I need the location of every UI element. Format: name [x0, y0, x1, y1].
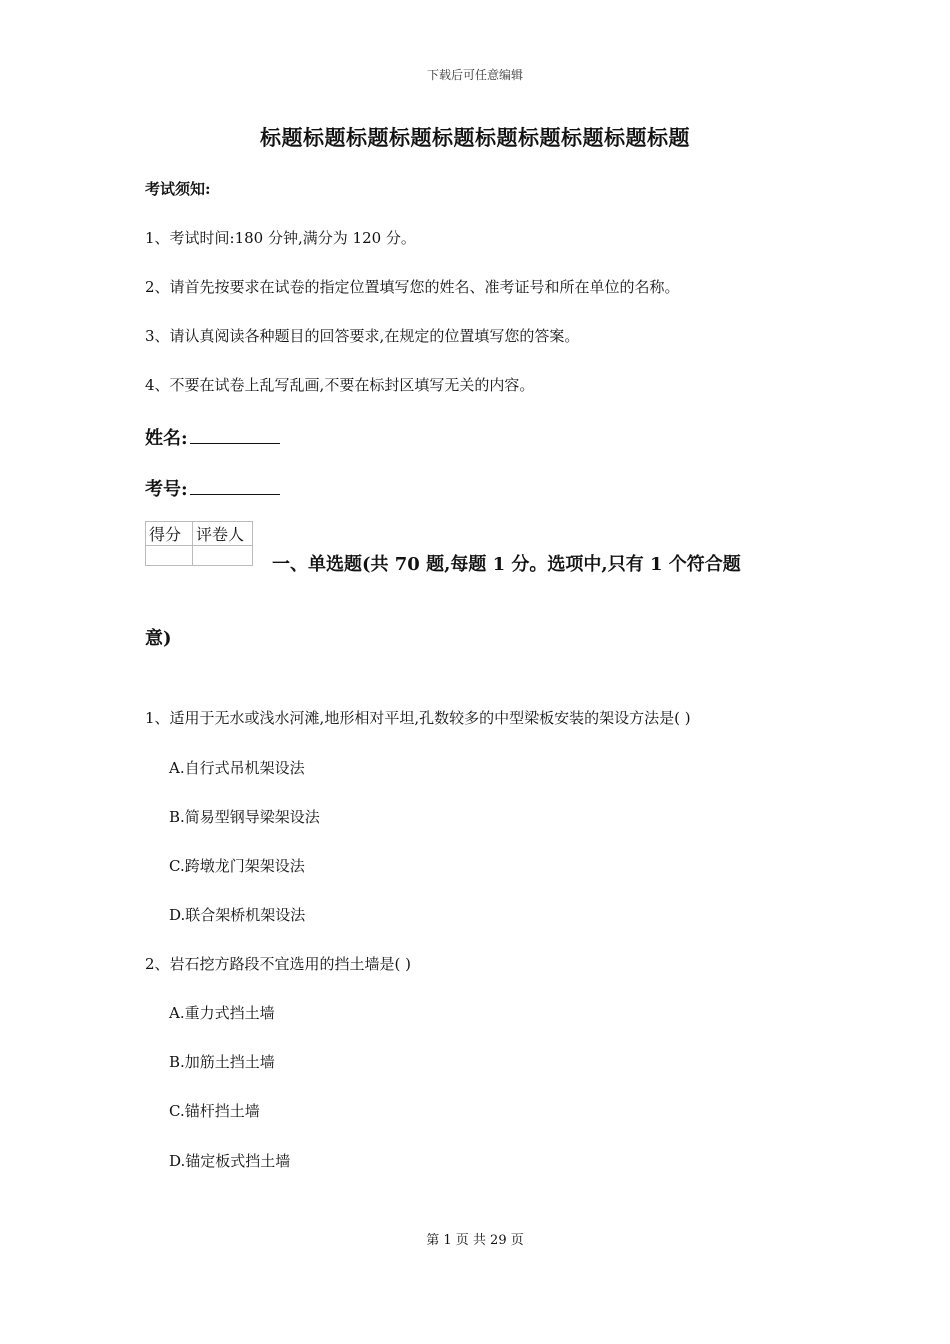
- header-note: 下载后可任意编辑: [426, 68, 523, 82]
- exam-number-blank[interactable]: [190, 478, 280, 495]
- score-cell: [146, 546, 193, 566]
- question-2-option-b: B.加筋土挡土墙: [169, 1053, 275, 1071]
- question-2: 2、岩石挖方路段不宜选用的挡土墙是( ): [145, 955, 412, 973]
- notice-item: 1、考试时间:180 分钟,满分为 120 分。: [145, 229, 416, 247]
- notice-item: 2、请首先按要求在试卷的指定位置填写您的姓名、准考证号和所在单位的名称。: [145, 278, 680, 296]
- question-1: 1、适用于无水或浅水河滩,地形相对平坦,孔数较多的中型梁板安装的架设方法是( ): [145, 709, 691, 727]
- question-1-option-b: B.简易型钢导梁架设法: [169, 808, 320, 826]
- notice-heading: 考试须知:: [145, 180, 211, 198]
- question-2-option-a: A.重力式挡土墙: [169, 1004, 275, 1022]
- question-1-option-a: A.自行式吊机架设法: [169, 759, 305, 777]
- notice-item: 3、请认真阅读各种题目的回答要求,在规定的位置填写您的答案。: [145, 327, 580, 345]
- exam-number-label: 考号:: [145, 479, 188, 500]
- name-label: 姓名:: [145, 428, 188, 449]
- exam-number-field: [145, 475, 280, 501]
- page-footer: 第 1 页 共 29 页: [426, 1233, 524, 1248]
- grader-cell: [193, 546, 253, 566]
- grader-header: 评卷人: [193, 522, 253, 546]
- name-field: [145, 424, 280, 450]
- question-1-option-d: D.联合架桥机架设法: [169, 906, 306, 924]
- question-2-option-c: C.锚杆挡土墙: [169, 1102, 260, 1120]
- name-blank[interactable]: [190, 427, 280, 444]
- score-header: 得分: [146, 522, 193, 546]
- section-title-continued: 意): [145, 628, 172, 649]
- question-2-option-d: D.锚定板式挡土墙: [169, 1152, 291, 1170]
- question-1-option-c: C.跨墩龙门架架设法: [169, 857, 305, 875]
- score-table: [145, 521, 253, 566]
- notice-item: 4、不要在试卷上乱写乱画,不要在标封区填写无关的内容。: [145, 376, 535, 394]
- section-title: 一、单选题(共 70 题,每题 1 分。选项中,只有 1 个符合题: [272, 554, 741, 575]
- document-title: 标题标题标题标题标题标题标题标题标题标题: [260, 125, 690, 150]
